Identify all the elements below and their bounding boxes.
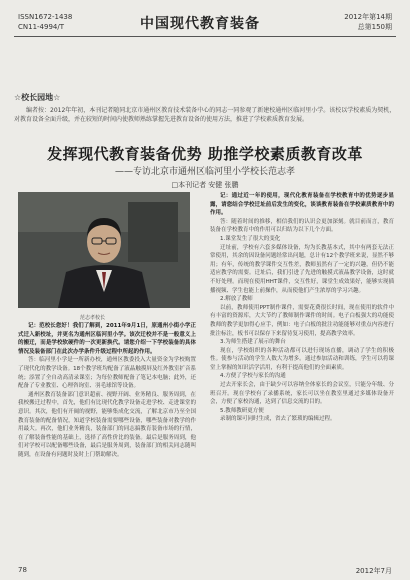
principal-photo: [18, 192, 190, 308]
right-paragraph: 过去开家长会，由于缺少可以容纳全体家长的会议室，只能分年级、分班召开。现在学校有了录播系统，家长可以坐在教室里通过多媒体设备开会，方便了家校沟通，达到了信息交流的目的。: [210, 382, 394, 406]
right-paragraph: 4.方便了学校与家长的沟通: [220, 373, 286, 380]
journal-name: 中国现代教育装备: [140, 16, 260, 32]
photo-caption: 范志孝校长: [80, 315, 106, 321]
editor-note: 编者按：2012年年初，本刊记者随同北京市通州区教育技术装备中心的同志一同参观了新建校通州区临河里小学。该校以学校素质为契机，对教育设备全面升级，并在较短的时间内使教师熟练掌握先进教育设备的使用方法，推进了学校素质教育发展。: [14, 107, 396, 123]
issn-number: ISSN1672-1438: [18, 13, 73, 21]
section-title: ☆校长园地☆: [14, 93, 61, 102]
total-issue: 总第150期: [357, 23, 392, 31]
left-paragraph: 答：临河里小学是一所新办校，通州区教委投入大量资金为学校购置了现代化的教学设备。18个教学班均配备了液晶触摸屏及红外教室扩音系统；添置了全自动高清录课室；为每位教师配备了笔记本电脑；此外，还配备了专业教室、心理咨询室、羽毛球馆等设备。: [18, 357, 196, 390]
left-paragraph: 通州区教育装备部门意识超前、视野开阔、业务精良、服务周到，在我校搬迁过程中，首先，他们有比现代化教学设备走进学校、走进课堂的意识。其次，他们有开阔的视野，能够集成化交流，了解北京市乃至全国教育装备的配备情况，知道学校装备需要哪些设备，哪些装备对教学的作用最大。再次，他们业务精良，装备部门的同志搞教育装备市场的行情，在了解装备性能的基础上，选择了高性价比的装备。最后是服务周到，他们对学校可以配备哪些设备，最后是服务周到，装备部门的相关同志随叫随到，在设备有问题时及时上门帮助解决。: [18, 391, 196, 458]
article-subtitle: ——专访北京市通州区临河里小学校长范志孝: [114, 167, 295, 177]
right-paragraph: 5.教师教研更方便: [220, 407, 264, 414]
right-paragraph: 3.为师生搭建了展示的舞台: [220, 339, 286, 346]
right-paragraph: 记：通过近一年的使用，现代化教育装备在学校教育中的优势逐步显露，请您结合学校迁址前后发生的变化，谈谈教育装备在学校素质教育中的作用。: [210, 193, 394, 217]
issue-date: 2012年7月: [355, 567, 392, 575]
issue-info: [344, 12, 392, 32]
right-paragraph: 2.解放了教师: [220, 296, 253, 303]
right-column: [210, 192, 394, 424]
right-paragraph: 答：随着时间的推移，相信我们的认识会更加深刻。就目前而言，教育装备在学校教育中的作用可以归结为以下几个方面。: [210, 218, 394, 234]
article-byline: □本刊记者 安健 张鹏: [171, 181, 239, 189]
right-paragraph: 以前，教师使用PPT制作课件，需要花费很长时间，现在使用的软件中有丰富的资源库，大大节约了教师制作课件的时间。电子白板强大的功能使教师的教学更加得心应手，例如：电子白板的批注功能能够对重点内容进行批注标注，板书可以保存下来留待复习使用，提高教学效率。: [210, 304, 394, 337]
right-paragraph: 迁址前，学校有六套多媒体设备，均为长教基本式，其中有两套无法正常使用，其余的因设备问题经常出问题，总计有12个教学班来说，显然不够用；有年，传统的教学课件交互性差，教师虽然有了一定的兴趣，但仍不能适应教学的需要。迁址后，我们引进了先进的触摸式液晶教学设备，这时就不好处理。而现在使用HHT课件，交互性好，课堂生成效果好，能够实现插播视频、学生也能上前操作，从而使他们产生浓厚的学习兴趣。: [210, 244, 394, 294]
cn-number: CN11-4994/T: [18, 23, 65, 31]
header-divider: [14, 36, 396, 37]
journal-codes: [18, 12, 72, 32]
article-title: 发挥现代教育装备优势 助推学校素质教育改革: [47, 145, 363, 163]
right-paragraph: 1.课堂发生了很大的变化: [220, 235, 281, 242]
page-number: 78: [18, 566, 27, 574]
right-paragraph: 录制的课可同时生成，省去了繁琐的编辑过程。: [220, 416, 336, 423]
left-paragraph: 记：范校长您好！我们了解到，2011年9月1日，原通州小街小学正式迁入新校址，并更名为通州区临河里小学。该次迁校并不是一般意义上的搬迁，而是学校软硬件的一次更新换代。请您介绍一下学校装备的具体情况及装备部门在此次办学条件升级过程中所起的作用。: [18, 323, 196, 355]
right-paragraph: 现在，学校组织的各种活动都可以进行现场直播，调动了学生的积极性。使参与活动的学生人数大为增多。通过参加活动和训练，学生可以将课堂上掌握的知识活学活用，有利于提高他们的全面素质。: [210, 347, 394, 371]
left-column: [18, 322, 196, 460]
year-issue: 2012年第14期: [344, 13, 392, 21]
